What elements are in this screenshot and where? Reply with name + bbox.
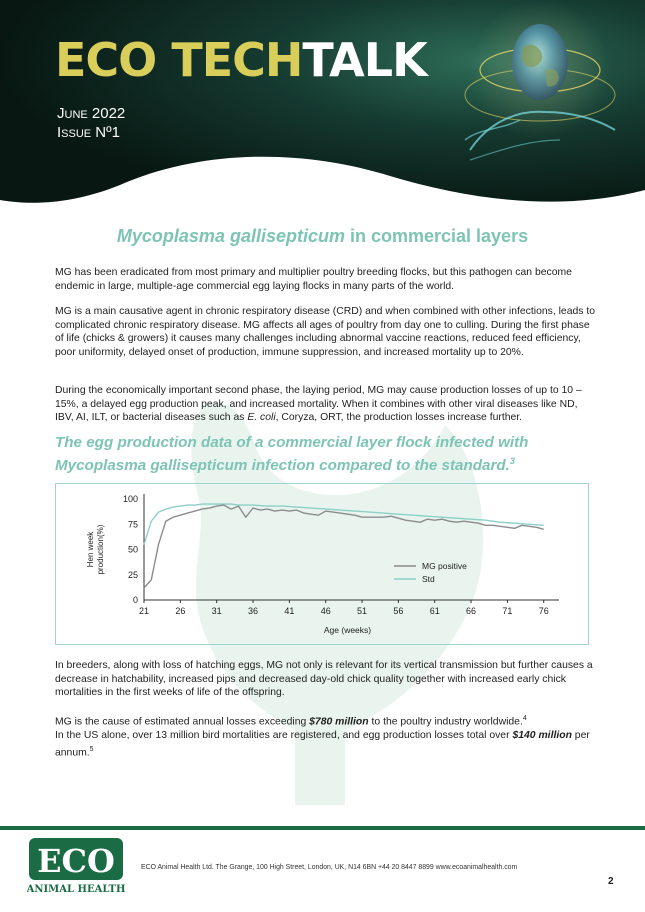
losses-amount-us: $140 million [512,730,572,742]
paragraph-laying-ecoli: E. coli [247,412,276,424]
x-tick-label: 71 [502,606,513,616]
chart-subtitle [55,434,615,475]
paragraph-intro: MG has been eradicated from most primary and multiplier poultry breeding flocks, but this pathogen can become endemic in large, multiple-age commercial egg laying flocks in many parts of the world. [55,267,572,292]
article-title-species: Mycoplasma gallisepticum [116,226,345,246]
y-tick-label: 0 [132,595,138,605]
paragraph-laying-a: During the economically important second phase, the laying period, MG may cause production losses of up to 10 – 15%, a delayed egg production peak, and increased mortality. When it combines with other viral diseases like ND, IBV, AI, ILT, or bacterial diseases such as [55,385,582,424]
brand-talk: TALK [302,33,427,87]
brand-wordmark [55,32,427,88]
legend-label: Std [422,574,435,584]
page-number: 2 [608,876,614,887]
losses-a: MG is the cause of estimated annual losses exceeding [55,716,310,728]
svg-text:ANIMAL HEALTH: ANIMAL HEALTH [27,884,125,895]
y-tick-label: 100 [122,494,138,504]
issue-date: June 2022 [57,105,126,122]
brand-tech: TECH [171,33,303,87]
article-title-rest: in commercial layers [344,226,529,246]
paragraph-breeders: In breeders, along with loss of hatching eggs, MG not only is relevant for its vertical transmission but further causes a decrease in hatchability, increased pips and decreased day-old chick quality together with increased early chick mortalities in the first weeks of life of the offspring. [55,660,593,699]
losses-b: to the poultry industry worldwide. [368,716,523,728]
brand-eco: ECO [55,33,172,87]
y-tick-label: 75 [127,519,138,530]
paragraph-laying-period [55,384,595,425]
losses-d: per annum. [55,730,590,759]
production-chart [55,483,589,645]
x-tick-label: 61 [429,606,440,616]
paragraph-laying-b: , Coryza, ORT, the production losses increase further. [275,412,523,424]
paragraph-losses [55,712,595,760]
svg-text:ECO: ECO [37,842,115,880]
x-axis-label: Age (weeks) [323,625,372,635]
x-tick-label: 31 [211,606,222,616]
paragraph-crd: MG is a main causative agent in chronic respiratory disease (CRD) and when combined with other infections, leads to complicated chronic respiratory disease. MG affects all ages of poultry from day one to culling. During the first phase of life (chicks & growers) it causes many challenges including abnormal vaccine reactions, reduced feed efficiency, poor uniformity, delayed onset of production, immune suppression, and increased mortality up to 20%. [55,306,595,358]
x-tick-label: 51 [357,606,368,616]
footer-address: ECO Animal Health Ltd. The Grange, 100 High Street, London, UK, N14 6BN +44 20 8447 8899 www.ecoanimalhealth.com [141,864,518,871]
eco-animal-health-logo [27,836,125,896]
x-tick-label: 26 [175,606,186,616]
y-axis-label-line2: production(%) [96,524,105,575]
chart-subtitle-ref: 3 [509,456,515,466]
y-tick-label: 25 [127,569,138,580]
y-tick-label: 50 [127,544,138,555]
y-axis-label-line1: Hen week [86,531,95,568]
header-banner [0,0,645,225]
issue-number: Issue Nº1 [57,124,120,141]
x-tick-label: 66 [466,606,477,616]
losses-c: In the US alone, over 13 million bird mortalities are registered, and egg production losses total over [55,730,513,742]
chart-svg [56,484,588,644]
footer-divider [0,826,645,830]
x-tick-label: 41 [284,606,295,616]
losses-amount-worldwide: $780 million [309,716,369,728]
chart-subtitle-text: The egg production data of a commercial layer flock infected with Mycoplasma gallisepticum infection compared to the standard. [55,434,529,475]
x-tick-label: 56 [393,606,404,616]
x-tick-label: 46 [320,606,331,616]
article-title [0,226,645,247]
losses-ref1: 4 [522,715,527,722]
series-line-mg-positive [144,505,544,588]
legend-label: MG positive [422,561,467,571]
x-tick-label: 76 [538,606,549,616]
x-tick-label: 36 [248,606,259,616]
x-tick-label: 21 [138,606,150,616]
losses-ref2: 5 [89,745,94,753]
